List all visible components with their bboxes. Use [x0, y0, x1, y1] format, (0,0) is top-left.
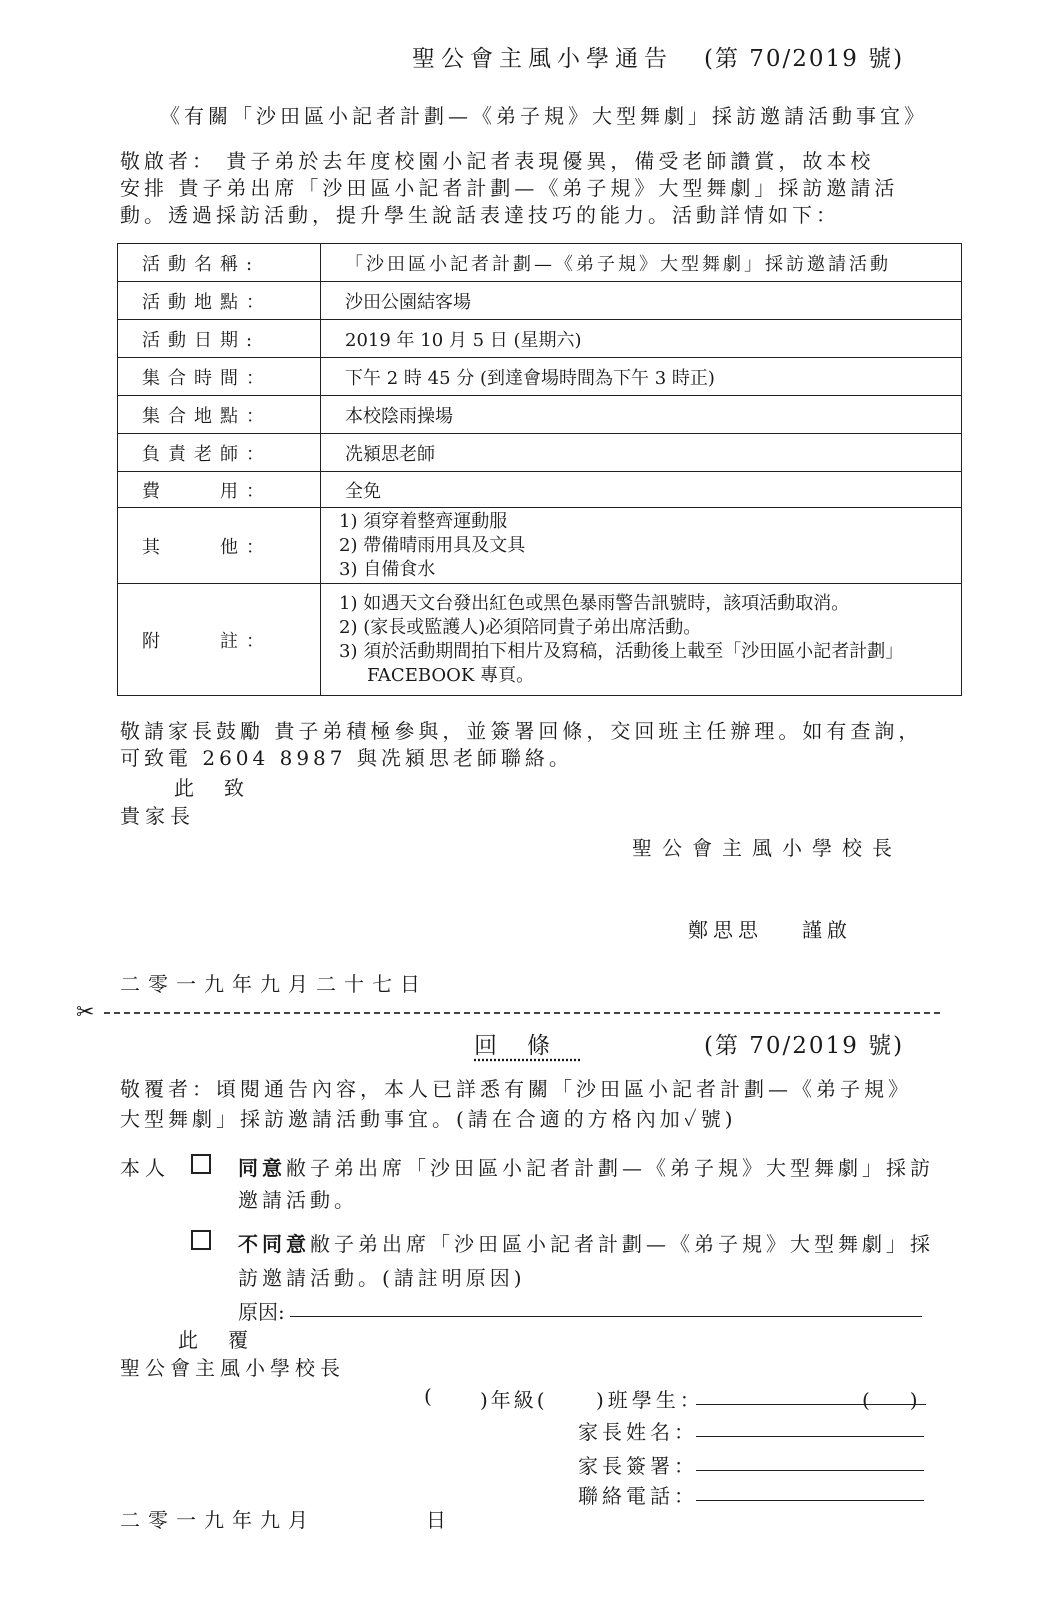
row-value: 全免 [321, 472, 962, 508]
phone-field[interactable] [696, 1500, 924, 1501]
table-row [118, 472, 962, 508]
table-row [118, 358, 962, 396]
cut-line [104, 1012, 940, 1014]
class-student-label: )班學生： [596, 1388, 704, 1412]
disagree-option [238, 1228, 934, 1257]
parent-signature-field[interactable] [696, 1470, 924, 1471]
reply-title: 回條 [474, 1033, 580, 1059]
notes-list [321, 584, 962, 696]
row-value: 2019 年 10 月 5 日 (星期六) [321, 320, 962, 358]
list-item: 2) 帶備晴雨用具及文具 [339, 534, 526, 556]
row-value: 冼潁思老師 [321, 434, 962, 472]
reply-number: (第 70/2019 號) [704, 1033, 905, 1059]
reply-closing-phrase: 此 覆 [178, 1328, 253, 1352]
agree-option [238, 1152, 934, 1181]
row-value: 沙田公園結客場 [321, 282, 962, 320]
notice-date: 二零一九年九月二十七日 [120, 972, 428, 996]
closing-paragraph [120, 718, 940, 772]
list-item: 1) 須穿着整齊運動服 [339, 510, 508, 532]
intro-line: 敬啟者： 貴子弟於去年度校園小記者表現優異，備受老師讚賞，故本校 [120, 149, 875, 173]
list-item: 3) 自備食水 [339, 558, 436, 580]
row-label: 集合時間： [118, 358, 321, 396]
respectfully: 謹啟 [802, 918, 852, 942]
intro-line: 安排 貴子弟出席「沙田區小記者計劃—《弟子規》大型舞劇」採訪邀請活 [120, 176, 899, 200]
reply-date-day: 日 [426, 1508, 446, 1532]
row-value: 本校陰雨操場 [321, 396, 962, 434]
agree-label: 同意 [238, 1156, 286, 1180]
closing-line: 可致電 2604 8987 與冼潁思老師聯絡。 [120, 746, 573, 770]
scissors-icon: ✂ [76, 1000, 95, 1025]
reply-intro-line: 敬覆者：頃閱通告內容，本人已詳悉有關「沙田區小記者計劃—《弟子規》 [120, 1077, 912, 1101]
row-label: 活動地點： [118, 282, 321, 320]
reply-intro [120, 1074, 912, 1134]
disagree-text: 敝子弟出席「沙田區小記者計劃—《弟子規》大型舞劇」採 [310, 1232, 934, 1256]
class-number-field[interactable]: ( ) [862, 1388, 918, 1412]
table-row [118, 434, 962, 472]
table-row [118, 244, 962, 282]
activity-details-table [117, 243, 962, 696]
agree-text-line2: 邀請活動。 [238, 1188, 358, 1212]
row-value: 下午 2 時 45 分 (到達會場時間為下午 3 時正) [321, 358, 962, 396]
reply-intro-line: 大型舞劇」採訪邀請活動事宜。(請在合適的方格內加✓號) [120, 1107, 737, 1131]
disagree-label: 不同意 [238, 1232, 310, 1256]
table-row [118, 396, 962, 434]
list-item: 3) 須於活動期間拍下相片及寫稿，活動後上載至「沙田區小記者計劃」 [339, 640, 904, 662]
reason-label: 原因: [238, 1300, 285, 1324]
others-list [321, 508, 962, 584]
table-row-others [118, 508, 962, 584]
list-item: 2) (家長或監護人)必須陪同貴子弟出席活動。 [339, 616, 702, 638]
table-row [118, 282, 962, 320]
row-label: 活動名稱: [118, 244, 321, 282]
intro-paragraph [120, 148, 940, 229]
row-label: 負責老師： [118, 434, 321, 472]
grade-label: )年級( [480, 1388, 548, 1412]
self-label: 本人 [120, 1156, 170, 1180]
agree-text: 敝子弟出席「沙田區小記者計劃—《弟子規》大型舞劇」採訪 [286, 1156, 934, 1180]
notice-subject: 《有關「沙田區小記者計劃—《弟子規》大型舞劇」採訪邀請活動事宜》 [160, 104, 928, 128]
parent-sign-label: 家長簽署： [578, 1454, 698, 1478]
parent-name-field[interactable] [696, 1436, 924, 1437]
greeting: 此 致 [174, 776, 249, 800]
disagree-checkbox[interactable] [191, 1230, 211, 1250]
reply-addressee: 聖公會主風小學校長 [120, 1356, 345, 1380]
reason-field[interactable] [290, 1316, 922, 1317]
agree-checkbox[interactable] [191, 1154, 211, 1174]
row-label: 附 註： [118, 584, 321, 696]
notice-number: (第 70/2019 號) [704, 46, 905, 72]
row-label: 費 用： [118, 472, 321, 508]
list-item: 1) 如遇天文台發出紅色或黑色暴雨警告訊號時，該項活動取消。 [339, 592, 850, 614]
row-label: 活動日期: [118, 320, 321, 358]
disagree-text-line2: 訪邀請活動。(請註明原因) [238, 1266, 526, 1290]
reply-date: 二零一九年九月 [120, 1508, 316, 1532]
row-label: 其 他： [118, 508, 321, 584]
table-row-notes [118, 584, 962, 696]
parent-name-label: 家長姓名： [578, 1420, 698, 1444]
signatory-name: 鄭思思 [688, 918, 763, 942]
list-item: FACEBOOK 專頁。 [367, 664, 535, 686]
row-value: 「沙田區小記者計劃—《弟子規》大型舞劇」採訪邀請活動 [321, 244, 962, 282]
phone-label: 聯絡電話： [578, 1484, 698, 1508]
addressee: 貴家長 [120, 804, 195, 828]
notice-title: 聖公會主風小學通告 [412, 46, 673, 72]
intro-line: 動。透過採訪活動，提升學生說話表達技巧的能力。活動詳情如下： [120, 203, 840, 227]
row-label: 集合地點： [118, 396, 321, 434]
class-open-paren: ( [424, 1384, 432, 1408]
principal-title: 聖公會主風小學校長 [632, 836, 902, 860]
table-row [118, 320, 962, 358]
closing-line: 敬請家長鼓勵 貴子弟積極參與，並簽署回條，交回班主任辦理。如有查詢， [120, 719, 923, 743]
